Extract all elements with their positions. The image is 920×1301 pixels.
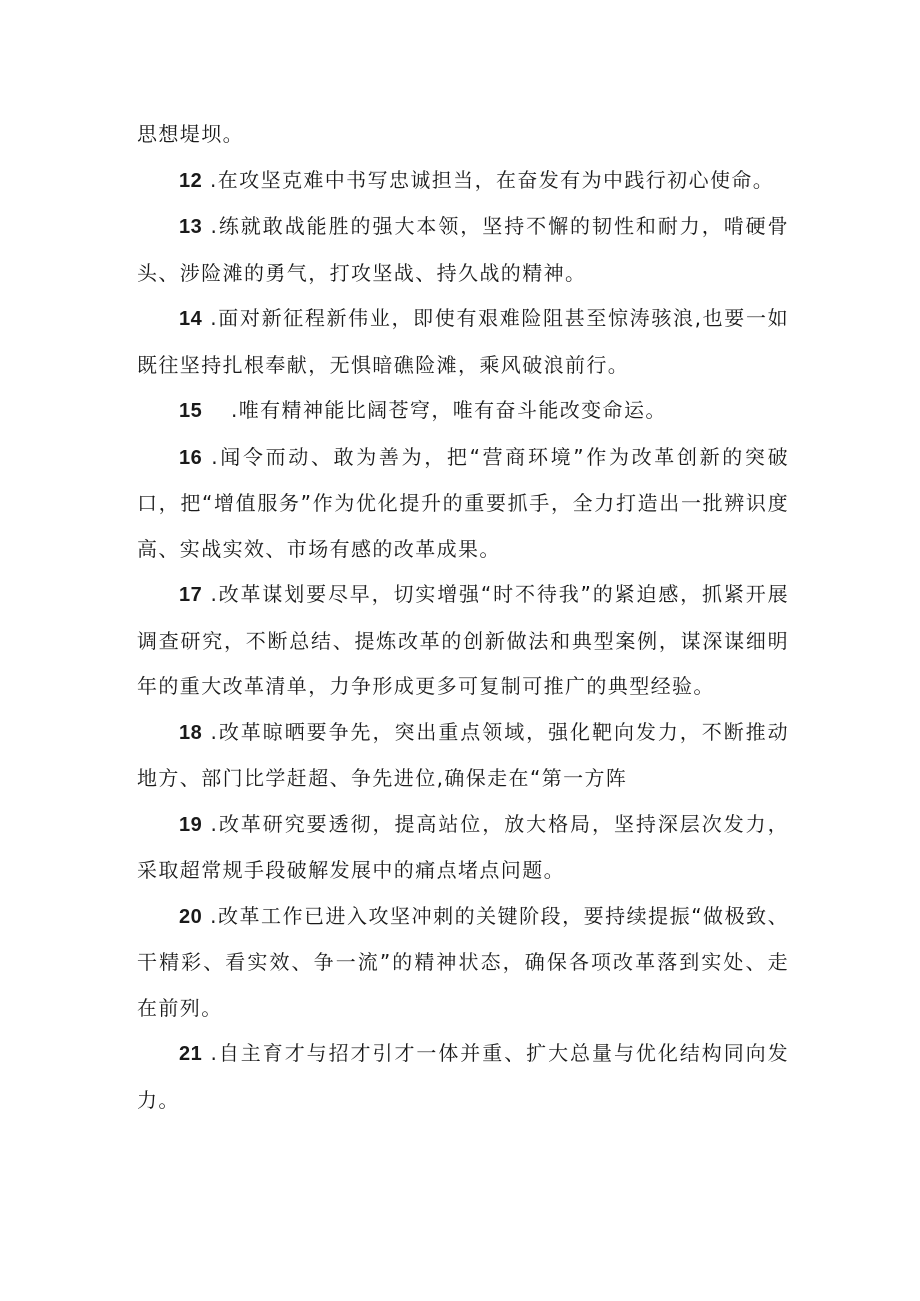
item-number: 19 [179,813,203,836]
item-number: 18 [179,721,203,744]
item-number: 20 [179,905,203,928]
document-body [137,112,789,1123]
paragraph-text: .改革研究要透彻，提高站位，放大格局，坚持深层次发力，采取超常规手段破解发展中的痛点堵点问题。 [137,811,789,882]
paragraph-text: .自主育才与招才引才一体并重、扩大总量与优化结构同向发力。 [137,1041,789,1112]
paragraph-21 [137,1031,789,1123]
item-number: 14 [179,308,203,330]
paragraph-text: .面对新征程新伟业，即使有艰难险阻甚至惊涛骇浪,也要一如既往坚持扎根奉献，无惧暗礁险滩，乘风破浪前行。 [137,306,789,377]
item-number: 15 [179,400,203,422]
paragraph-12 [137,158,789,205]
paragraph-18 [137,710,789,802]
item-number: 12 [179,169,203,192]
paragraph-text: .在攻坚克难中书写忠诚担当，在奋发有为中践行初心使命。 [202,167,775,192]
paragraph-text: .闻令而动、敢为善为，把“营商环境”作为改革创新的突破口，把“增值服务”作为优化提升的重要抓手，全力打造出一批辨识度高、实战实效、市场有感的改革成果。 [137,444,789,561]
item-number: 16 [179,446,203,469]
paragraph-text: .改革谋划要尽早，切实增强“时不待我”的紧迫感，抓紧开展调查研究，不断总结、提炼改革的创新做法和典型案例，谋深谋细明年的重大改革清单，力争形成更多可复制可推广的典型经验。 [137,582,789,698]
paragraph-15 [137,388,789,435]
paragraph-text: .改革工作已进入攻坚冲刺的关键阶段，要持续提振“做极致、干精彩、看实效、争一流”的精神状态，确保各项改革落到实处、走在前列。 [137,903,789,1020]
paragraph-16 [137,435,789,573]
paragraph-20 [137,894,789,1032]
paragraph-text: .唯有精神能比阔苍穹，唯有奋斗能改变命运。 [231,398,667,422]
paragraph-19 [137,802,789,894]
paragraph-text: .练就敢战能胜的强大本领，坚持不懈的韧性和耐力，啃硬骨头、涉险滩的勇气，打攻坚战、持久战的精神。 [137,214,789,285]
paragraph-text: 思想堤坝。 [137,122,244,146]
paragraph-13 [137,204,789,296]
item-number: 13 [179,216,203,238]
item-number: 17 [179,584,203,606]
paragraph-text: .改革晾晒要争先，突出重点领域，强化靶向发力，不断推动地方、部门比学赶超、争先进位,确保走在“第一方阵 [137,719,789,790]
paragraph-17 [137,572,789,710]
paragraph-continuation [137,112,789,158]
paragraph-14 [137,296,789,388]
item-number: 21 [179,1043,203,1065]
